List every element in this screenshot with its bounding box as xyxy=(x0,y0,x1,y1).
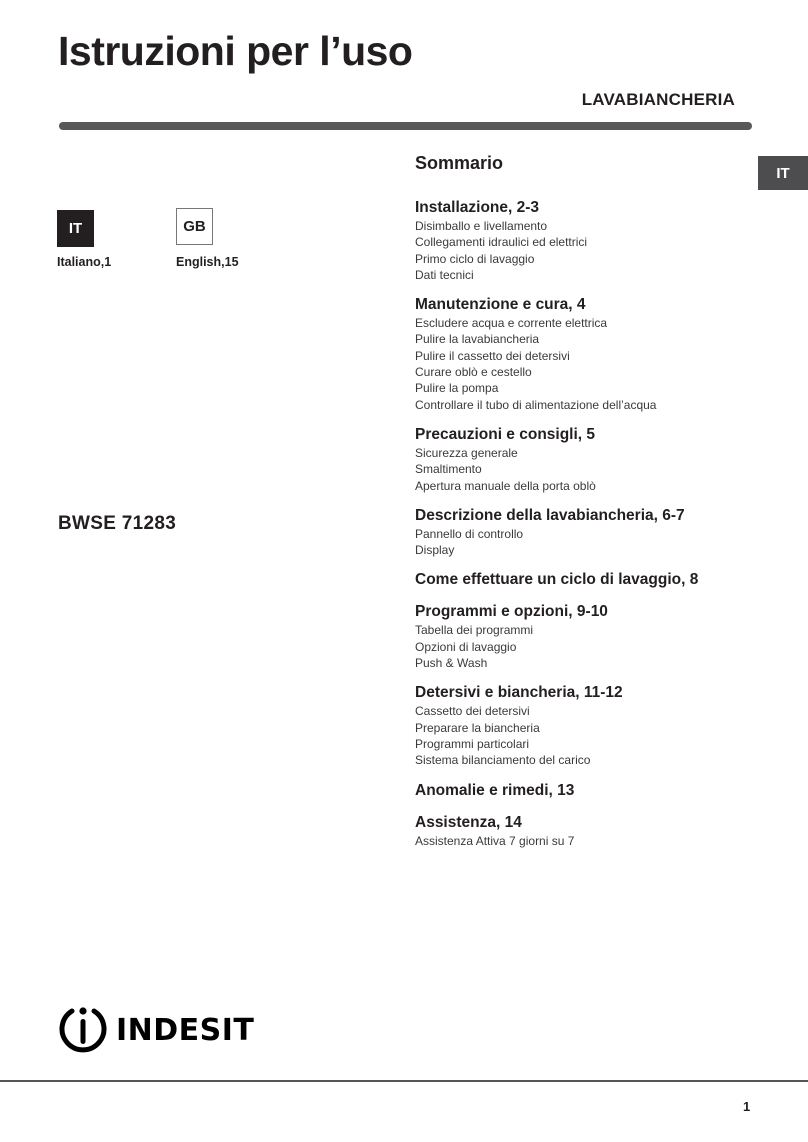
toc-item[interactable]: Dati tecnici xyxy=(415,267,474,282)
toc-item[interactable]: Pannello di controllo xyxy=(415,526,524,541)
toc-item[interactable]: Programmi particolari xyxy=(415,736,530,751)
toc-item[interactable]: Preparare la biancheria xyxy=(415,720,540,735)
toc-item[interactable]: Escludere acqua e corrente elettrica xyxy=(415,316,608,331)
toc-section-heading[interactable]: Assistenza, 14 xyxy=(415,813,522,831)
toc-section xyxy=(415,198,755,283)
table-of-contents xyxy=(415,153,755,861)
toc-section xyxy=(415,570,755,590)
language-tab: IT xyxy=(758,156,808,190)
toc-sections xyxy=(415,198,755,849)
toc-section xyxy=(415,602,755,671)
toc-item[interactable]: Curare oblò e cestello xyxy=(415,365,532,380)
toc-section xyxy=(415,781,755,801)
toc-section xyxy=(415,506,755,559)
footer-divider xyxy=(0,1080,808,1082)
toc-section-heading[interactable]: Manutenzione e cura, 4 xyxy=(415,296,586,314)
language-label-gb[interactable]: English,15 xyxy=(176,255,239,269)
toc-item[interactable]: Disimballo e livellamento xyxy=(415,219,548,233)
toc-section xyxy=(415,295,755,413)
toc-item[interactable]: Assistenza Attiva 7 giorni su 7 xyxy=(415,833,575,848)
toc-title: Sommario xyxy=(415,153,504,173)
toc-item[interactable]: Opzioni di lavaggio xyxy=(415,639,517,654)
toc-section xyxy=(415,813,755,849)
toc-item[interactable]: Pulire la pompa xyxy=(415,381,499,396)
toc-item[interactable]: Controllare il tubo di alimentazione dell’acqua xyxy=(415,397,657,412)
indesit-logo-icon xyxy=(57,1005,109,1055)
language-label-it[interactable]: Italiano,1 xyxy=(57,255,112,269)
toc-section-heading[interactable]: Anomalie e rimedi, 13 xyxy=(415,781,575,799)
toc-item[interactable]: Tabella dei programmi xyxy=(415,623,534,638)
toc-item[interactable]: Collegamenti idraulici ed elettrici xyxy=(415,235,588,250)
toc-section xyxy=(415,425,755,494)
toc-section-heading[interactable]: Installazione, 2-3 xyxy=(415,199,540,216)
brand-name: INDESIT xyxy=(116,1012,255,1048)
toc-section-heading[interactable]: Precauzioni e consigli, 5 xyxy=(415,425,596,443)
brand-logo xyxy=(57,1005,254,1055)
toc-item[interactable]: Display xyxy=(415,543,455,558)
toc-section-heading[interactable]: Descrizione della lavabiancheria, 6-7 xyxy=(415,506,685,524)
product-category: LAVABIANCHERIA xyxy=(581,90,735,109)
toc-item[interactable]: Pulire la lavabiancheria xyxy=(415,332,540,347)
toc-section-heading[interactable]: Come effettuare un ciclo di lavaggio, 8 xyxy=(415,571,699,589)
toc-item[interactable]: Cassetto dei detersivi xyxy=(415,704,530,719)
toc-item[interactable]: Smaltimento xyxy=(415,462,482,477)
toc-item[interactable]: Sicurezza generale xyxy=(415,445,518,460)
language-box-it[interactable]: IT xyxy=(57,210,94,247)
toc-item[interactable]: Apertura manuale della porta oblò xyxy=(415,478,596,493)
toc-item[interactable]: Primo ciclo di lavaggio xyxy=(415,251,535,266)
toc-item[interactable]: Sistema bilanciamento del carico xyxy=(415,753,591,768)
toc-section xyxy=(415,683,755,768)
header-divider xyxy=(59,122,752,130)
toc-section-heading[interactable]: Detersivi e biancheria, 11-12 xyxy=(415,684,623,702)
toc-item[interactable]: Push & Wash xyxy=(415,656,488,671)
page-number: 1 xyxy=(743,1099,751,1114)
document-title: Istruzioni per l’uso xyxy=(58,28,413,74)
toc-section-heading[interactable]: Programmi e opzioni, 9-10 xyxy=(415,603,608,621)
model-number: BWSE 71283 xyxy=(58,513,177,534)
language-box-gb[interactable]: GB xyxy=(176,208,213,245)
toc-item[interactable]: Pulire il cassetto dei detersivi xyxy=(415,348,570,363)
